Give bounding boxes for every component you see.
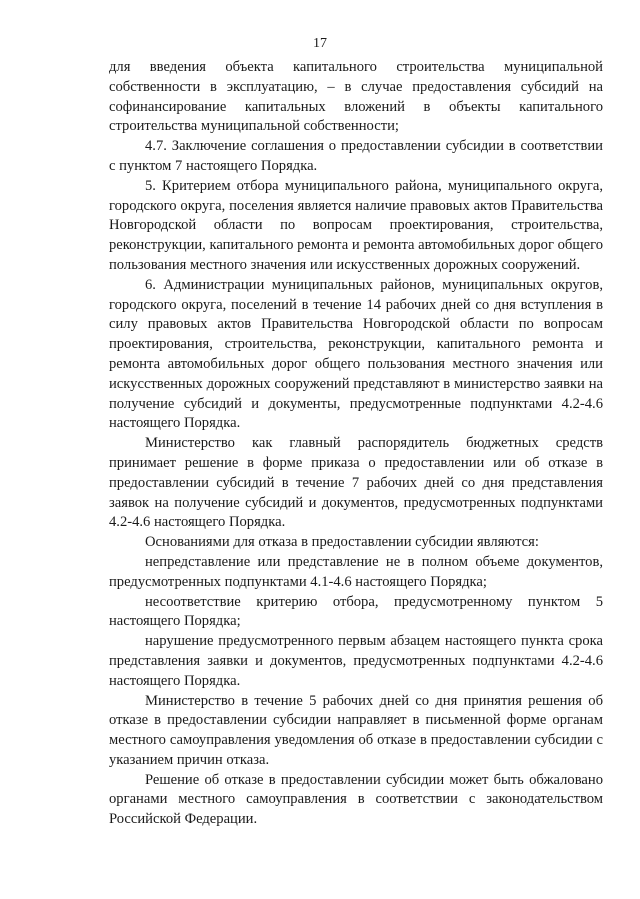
- paragraph-ministry-decision: Министерство как главный распорядитель бюджетных средств принимает решение в форме приказа о предоставлении или об отказе в предоставлении субсидий в течение 7 рабочих дней со дня представления заявок на получение субсидий и документов, предусмотренных подпунктами 4.2-4.6 настоящего Порядка.: [109, 435, 603, 531]
- paragraph-item-5: 5. Критерием отбора муниципального района, муниципального округа, городского округа, поселения является наличие правовых актов Правительства Новгородской области по вопросам проектирования, строительства, реконструкции, капитального ремонта и ремонта автомобильных дорог общего пользования местного значения или искусственных дорожных сооружений.: [109, 177, 603, 273]
- paragraph-refusal-notice: Министерство в течение 5 рабочих дней со дня принятия решения об отказе в предоставлении субсидии направляет в письменной форме органам местного самоуправления уведомления об отказе в предоставлении субсидии с указанием причин отказа.: [109, 692, 603, 768]
- paragraph-refusal-ground-1: непредставление или представление не в полном объеме документов, предусмотренных подпунктами 4.1-4.6 настоящего Порядка;: [109, 553, 603, 590]
- paragraph-item-6: 6. Администрации муниципальных районов, муниципальных округов, городского округа, поселений в течение 14 рабочих дней со дня вступления в силу правовых актов Правительства Новгородской области по вопросам проектирования, строительства, реконструкции, капитального ремонта и ремонта автомобильных дорог общего пользования местного значения или искусственных дорожных сооружений представляют в министерство заявки на получение субсидий и документы, предусмотренные подпунктами 4.2-4.6 настоящего Порядка.: [109, 276, 603, 432]
- paragraph-refusal-grounds: Основаниями для отказа в предоставлении субсидии являются:: [145, 534, 539, 551]
- paragraph-appeal: Решение об отказе в предоставлении субсидии может быть обжаловано органами местного самоуправления в соответствии с законодательством Российской Федерации.: [109, 771, 603, 828]
- paragraph-continuation: для введения объекта капитального строительства муниципальной собственности в эксплуатацию, – в случае предоставления субсидий на софинансирование капитальных вложений в объекты капитального строительства муниципальной собственности;: [109, 59, 603, 135]
- document-body: [109, 58, 603, 830]
- paragraph-item-4-7: 4.7. Заключение соглашения о предоставлении субсидии в соответствии с пунктом 7 настоящего Порядка.: [109, 138, 603, 174]
- paragraph-refusal-ground-3: нарушение предусмотренного первым абзацем настоящего пункта срока представления заявки и документов, предусмотренных подпунктами 4.2-4.6 настоящего Порядка.: [109, 633, 603, 689]
- page-number: 17: [313, 36, 327, 51]
- paragraph-refusal-ground-2: несоответствие критерию отбора, предусмотренному пунктом 5 настоящего Порядка;: [109, 593, 603, 630]
